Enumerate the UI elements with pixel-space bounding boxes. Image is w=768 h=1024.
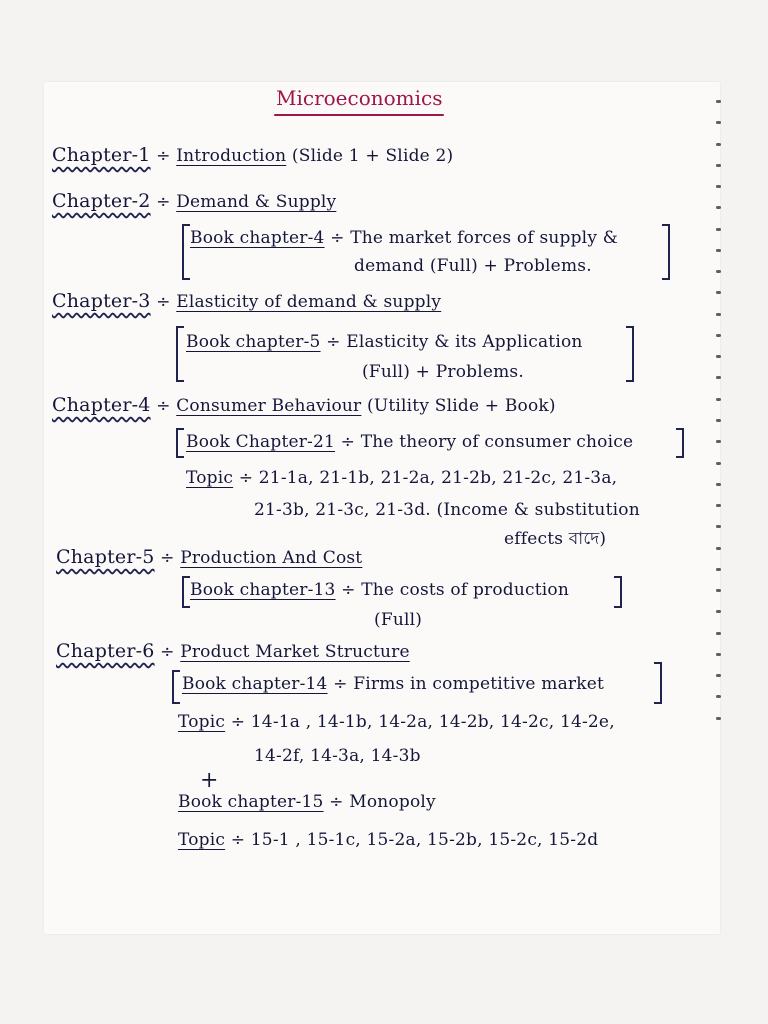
chapter-5-book-line bbox=[190, 580, 569, 600]
chapter-3-book: Book chapter-5 bbox=[186, 332, 321, 352]
chapter-2-book-desc2: demand (Full) + Problems. bbox=[354, 256, 592, 276]
chapter-6-topic-line bbox=[178, 712, 615, 732]
page-title: Microeconomics bbox=[276, 86, 443, 110]
chapter-4-topics3: effects বাদে) bbox=[504, 529, 607, 549]
chapter-4-topic-sep: ÷ bbox=[238, 468, 254, 488]
chapter-1-line bbox=[52, 144, 453, 166]
bracket-left bbox=[176, 428, 184, 458]
chapter-6-topic2-sep: ÷ bbox=[230, 830, 246, 850]
bracket-right bbox=[654, 662, 662, 704]
chapter-6-topic-label: Topic bbox=[178, 712, 226, 732]
chapter-6-book-desc: Firms in competitive market bbox=[353, 674, 605, 694]
chapter-3-book-sep: ÷ bbox=[326, 332, 341, 352]
chapter-4-topics1: 21-1a, 21-1b, 21-2a, 21-2b, 21-2c, 21-3a, bbox=[258, 468, 618, 488]
spiral-binding bbox=[712, 100, 724, 720]
chapter-3-book-desc2: (Full) + Problems. bbox=[362, 362, 524, 382]
chapter-2-line bbox=[52, 190, 336, 212]
chapter-4-name: Consumer Behaviour bbox=[176, 396, 362, 416]
chapter-5-book-desc2: (Full) bbox=[374, 610, 423, 630]
chapter-6-label: Chapter-6 bbox=[56, 640, 155, 662]
chapter-4-book: Book Chapter-21 bbox=[186, 432, 336, 452]
chapter-6-topics2: 14-2f, 14-3a, 14-3b bbox=[254, 746, 421, 766]
chapter-6-sep: ÷ bbox=[160, 642, 175, 662]
bracket-right bbox=[676, 428, 684, 458]
chapter-2-book-sep: ÷ bbox=[330, 228, 345, 248]
bracket-left bbox=[182, 224, 190, 280]
chapter-4-topic-label: Topic bbox=[186, 468, 234, 488]
chapter-3-label: Chapter-3 bbox=[52, 290, 151, 312]
chapter-3-book-line bbox=[186, 332, 583, 352]
chapter-4-topics2: 21-3b, 21-3c, 21-3d. (Income & substitution bbox=[254, 500, 640, 520]
chapter-4-book-sep: ÷ bbox=[340, 432, 356, 452]
chapter-5-book-desc: The costs of production bbox=[361, 580, 570, 600]
chapter-1-sep: ÷ bbox=[156, 146, 171, 166]
chapter-4-book-line bbox=[186, 432, 633, 452]
chapter-2-book-desc: The market forces of supply & bbox=[350, 228, 619, 248]
chapter-6-book2-line bbox=[178, 792, 436, 812]
bracket-right bbox=[626, 326, 634, 382]
chapter-4-extra: (Utility Slide + Book) bbox=[367, 396, 556, 416]
chapter-4-line bbox=[52, 394, 556, 416]
chapter-6-topic2-label: Topic bbox=[178, 830, 226, 850]
chapter-2-book: Book chapter-4 bbox=[190, 228, 325, 248]
chapter-4-sep: ÷ bbox=[156, 396, 171, 416]
bracket-left bbox=[176, 326, 184, 382]
chapter-1-extra: (Slide 1 + Slide 2) bbox=[291, 146, 454, 166]
title-underline bbox=[274, 114, 444, 116]
chapter-6-book: Book chapter-14 bbox=[182, 674, 328, 694]
chapter-3-name: Elasticity of demand & supply bbox=[176, 292, 442, 312]
chapter-6-name: Product Market Structure bbox=[180, 642, 410, 662]
chapter-6-topics1: 14-1a , 14-1b, 14-2a, 14-2b, 14-2c, 14-2e, bbox=[250, 712, 615, 732]
bracket-left bbox=[172, 670, 180, 704]
chapter-6-book2-desc: Monopoly bbox=[349, 792, 436, 812]
chapter-1-label: Chapter-1 bbox=[52, 144, 151, 166]
chapter-2-book-line bbox=[190, 228, 618, 248]
chapter-4-topic-line bbox=[186, 468, 617, 488]
chapter-4-label: Chapter-4 bbox=[52, 394, 151, 416]
chapter-5-book: Book chapter-13 bbox=[190, 580, 336, 600]
chapter-6-book2: Book chapter-15 bbox=[178, 792, 324, 812]
chapter-6-book-sep: ÷ bbox=[333, 674, 348, 694]
chapter-5-name: Production And Cost bbox=[180, 548, 363, 568]
chapter-1-name: Introduction bbox=[176, 146, 287, 166]
chapter-2-name: Demand & Supply bbox=[176, 192, 337, 212]
chapter-5-line bbox=[56, 546, 362, 568]
chapter-5-sep: ÷ bbox=[160, 548, 175, 568]
chapter-3-sep: ÷ bbox=[156, 292, 171, 312]
chapter-6-line bbox=[56, 640, 410, 662]
bracket-left bbox=[182, 576, 190, 608]
bracket-right bbox=[662, 224, 670, 280]
chapter-3-line bbox=[52, 290, 441, 312]
chapter-5-book-sep: ÷ bbox=[341, 580, 356, 600]
chapter-6-topics-b: 15-1 , 15-1c, 15-2a, 15-2b, 15-2c, 15-2d bbox=[250, 830, 599, 850]
chapter-3-book-desc: Elasticity & its Application bbox=[346, 332, 583, 352]
chapter-4-book-desc: The theory of consumer choice bbox=[360, 432, 634, 452]
chapter-6-topic2-line bbox=[178, 830, 598, 850]
chapter-6-topic-sep: ÷ bbox=[230, 712, 246, 732]
plus-sign: + bbox=[200, 768, 219, 793]
chapter-5-label: Chapter-5 bbox=[56, 546, 155, 568]
chapter-2-sep: ÷ bbox=[156, 192, 171, 212]
chapter-6-book2-sep: ÷ bbox=[329, 792, 344, 812]
bracket-right bbox=[614, 576, 622, 608]
chapter-6-book-line bbox=[182, 674, 604, 694]
chapter-2-label: Chapter-2 bbox=[52, 190, 151, 212]
